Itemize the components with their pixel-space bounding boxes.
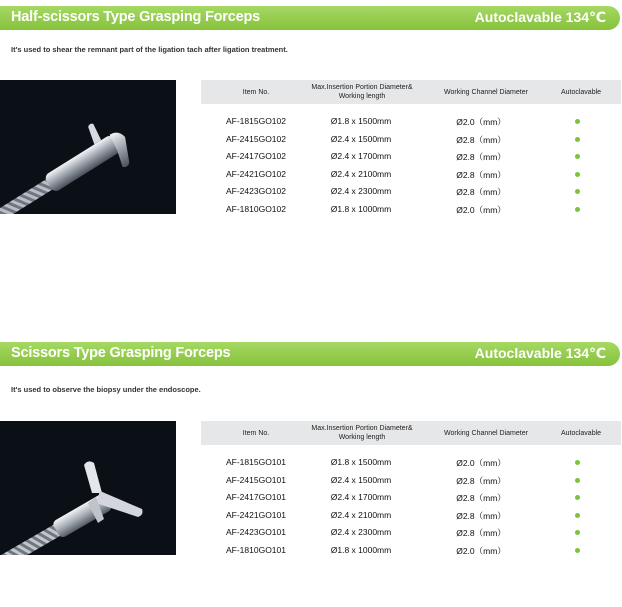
table-row [201,471,621,488]
item-number: AF-1815GO102 [225,116,286,126]
table-header [201,80,621,104]
diameter-length: Ø2.4 x 2300mm [330,527,392,537]
section-banner [0,342,620,366]
autoclavable-dot-icon [575,137,580,142]
channel-diameter: Ø2.8（mm） [456,187,506,197]
autoclavable-dot-icon [575,119,580,124]
diameter-length: Ø1.8 x 1500mm [330,457,392,467]
channel-diameter: Ø2.0（mm） [456,458,506,468]
channel-diameter: Ø2.0（mm） [456,204,506,215]
channel-diameter: Ø2.0（mm） [456,117,506,127]
autoclavable-dot-icon [575,189,580,194]
item-number: AF-2417GO102 [225,151,286,161]
item-number: AF-2415GO101 [225,474,286,485]
section-title: Half-scissors Type Grasping Forceps [11,9,260,25]
item-number: AF-1815GO101 [225,457,286,467]
autoclavable-label: Autoclavable 134℃ [474,9,606,25]
diameter-length: Ø1.8 x 1000mm [330,544,392,555]
item-number: AF-2415GO102 [225,133,286,144]
table-row [201,182,621,199]
diameter-length: Ø2.4 x 1500mm [330,474,392,485]
autoclavable-dot-icon [575,513,580,518]
diameter-length: Ø2.4 x 1700mm [330,492,392,502]
header-channel: Working Channel Diameter [444,89,528,96]
section-description: It's used to shear the remnant part of the ligation tach after ligation treatment. [11,45,288,54]
spec-table [201,421,621,556]
diameter-length: Ø2.4 x 1700mm [330,151,392,161]
item-number: AF-2417GO101 [225,492,286,502]
table-row [201,541,621,558]
autoclavable-label: Autoclavable 134℃ [474,345,606,361]
channel-diameter: Ø2.0（mm） [456,545,506,556]
diameter-length: Ø2.4 x 2300mm [330,186,392,196]
item-number: AF-1810GO102 [225,203,286,214]
table-row [201,453,621,470]
autoclavable-dot-icon [575,478,580,483]
item-number: AF-2423GO101 [225,527,286,537]
autoclavable-dot-icon [575,460,580,465]
channel-diameter: Ø2.8（mm） [456,528,506,538]
item-number: AF-2423GO102 [225,186,286,196]
spec-table [201,80,621,215]
channel-diameter: Ø2.8（mm） [456,475,506,486]
section-banner [0,6,620,30]
table-row [201,112,621,129]
section-description: It's used to observe the biopsy under the endoscope. [11,385,201,394]
table-row [201,488,621,505]
channel-diameter: Ø2.8（mm） [456,152,506,162]
header-item-no: Item No. [242,89,270,96]
channel-diameter: Ø2.8（mm） [456,169,506,180]
autoclavable-dot-icon [575,154,580,159]
diameter-length: Ø1.8 x 1500mm [330,116,392,126]
item-number: AF-2421GO102 [225,168,286,179]
item-number: AF-2421GO101 [225,509,286,520]
diameter-length: Ø2.4 x 2100mm [330,168,392,179]
table-row [201,130,621,147]
table-row [201,523,621,540]
table-row [201,165,621,182]
header-item-no: Item No. [242,430,270,437]
diameter-length: Ø2.4 x 2100mm [330,509,392,520]
channel-diameter: Ø2.8（mm） [456,134,506,145]
section-title: Scissors Type Grasping Forceps [11,345,231,361]
table-header [201,421,621,445]
item-number: AF-1810GO101 [225,544,286,555]
channel-diameter: Ø2.8（mm） [456,493,506,503]
header-diameter: Max.Insertion Portion Diameter& Working length [311,425,413,441]
diameter-length: Ø1.8 x 1000mm [330,203,392,214]
table-row [201,200,621,217]
autoclavable-dot-icon [575,530,580,535]
autoclavable-dot-icon [575,172,580,177]
autoclavable-dot-icon [575,207,580,212]
table-row [201,147,621,164]
header-channel: Working Channel Diameter [444,430,528,437]
autoclavable-dot-icon [575,495,580,500]
half-scissors-forceps-photo [0,80,176,214]
scissors-forceps-photo [0,421,176,555]
header-autoclavable: Autoclavable [560,430,602,437]
autoclavable-dot-icon [575,548,580,553]
header-autoclavable: Autoclavable [560,89,602,96]
diameter-length: Ø2.4 x 1500mm [330,133,392,144]
header-diameter: Max.Insertion Portion Diameter& Working length [311,84,413,100]
channel-diameter: Ø2.8（mm） [456,510,506,521]
table-row [201,506,621,523]
